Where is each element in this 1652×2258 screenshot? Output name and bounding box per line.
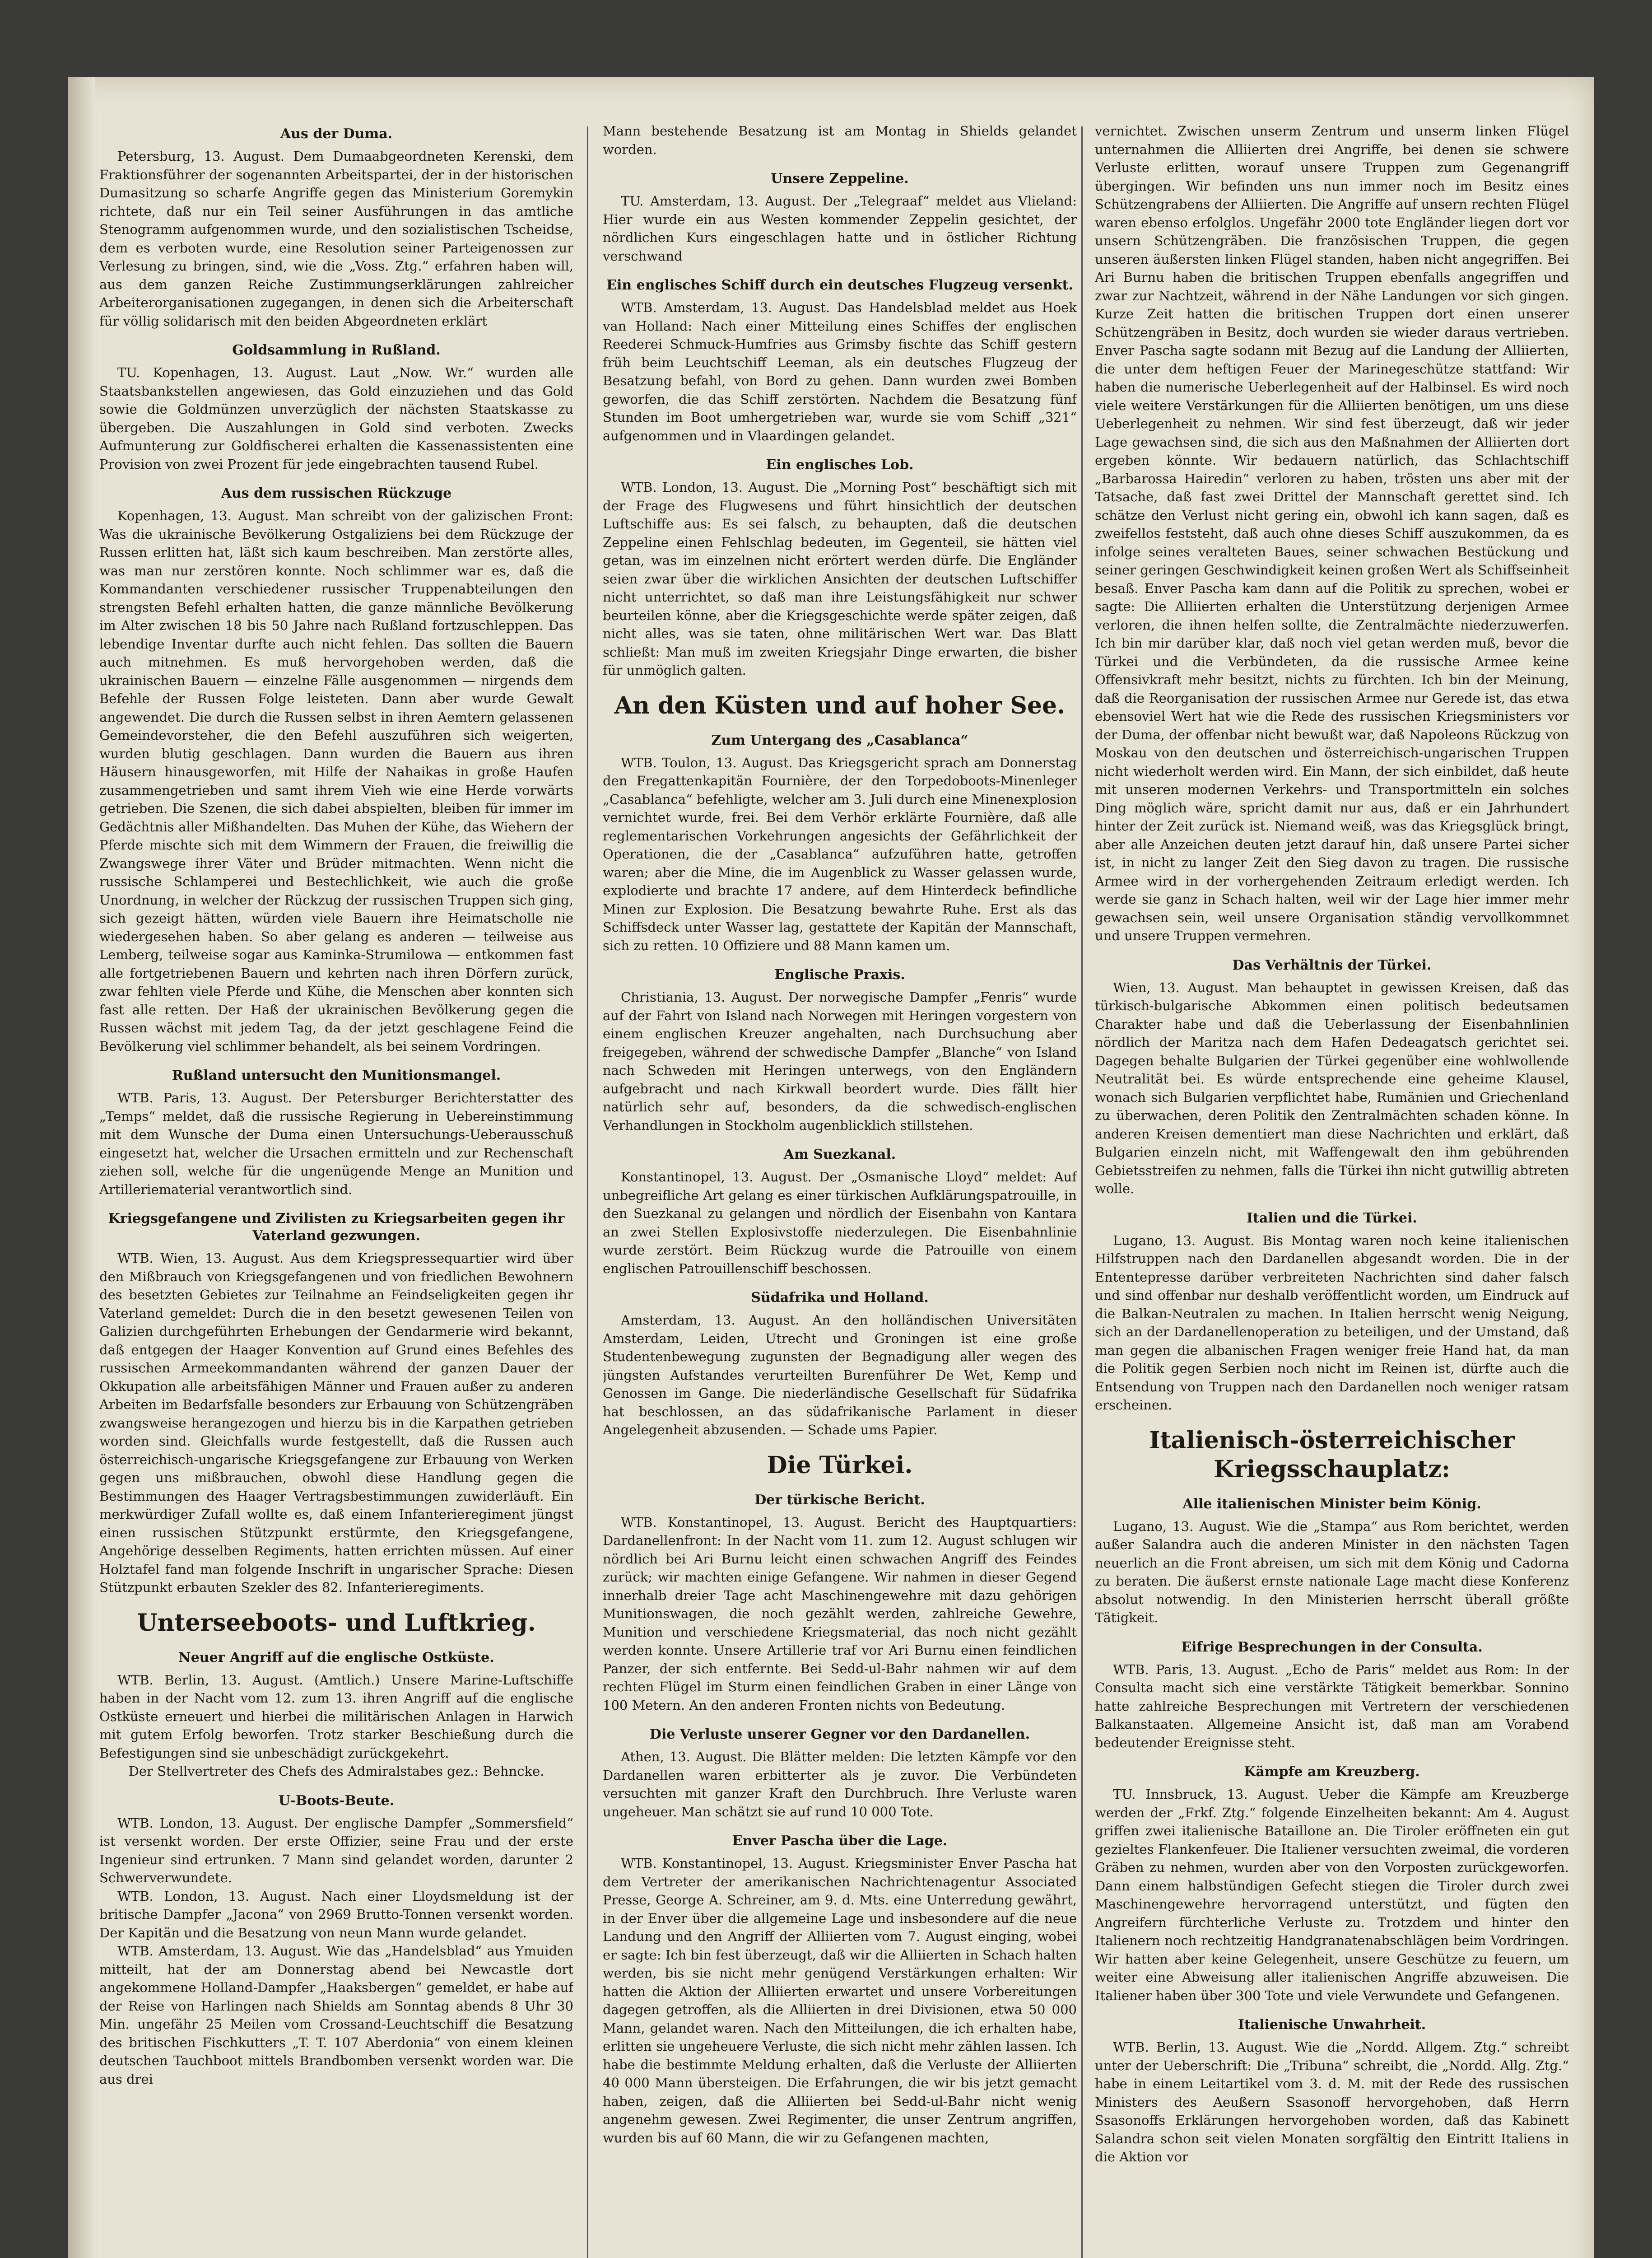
article-zum-untergang-des-casablanca [603,732,1077,955]
article-continued [603,122,1077,159]
article-paragraph: Konstantinopel, 13. August. Der „Osmanische Lloyd“ meldet: Auf unbegreifliche Art gelang es einer türkischen Aufklärungspatrouille, in den Suezkanal zu gelangen und nördlich der Eisenbahn von Kantara an zwei Stellen Explosivstoffe niederzulegen. Die Eisenbahnlinie wurde zerstört. Beim Rückzug wurde die Patrouille von einem englischen Patrouillenschiff beschossen. [603,1169,1077,1276]
article-kriegsgefangene-und-zivilisten-zu-kriegs [99,1210,573,1597]
article-headline: Goldsammlung in Rußland. [232,342,441,358]
article-headline: Ein englisches Schiff durch ein deutsches Flugzeug versenkt. [606,277,1073,293]
article-headline: Aus dem russischen Rückzuge [221,485,452,501]
article-paragraph: Petersburg, 13. August. Dem Dumaabgeordneten Kerenski, dem Fraktionsführer der sogenannten Arbeitspartei, der in der historischen Dumasitzung so scharfe Angriffe gegen das Ministerium Goremykin richtete, daß nur ein Teil seiner Ausführungen in das amtliche Stenogramm aufgenommen wurde, und den sozialistischen Tscheidse, dem es verboten wurde, eine Resolution seiner Parteigenossen zur Verlesung zu bringen, sind, wie die „Voss. Ztg.“ erfahren haben will, aus dem ganzen Reiche Zustimmungserklärungen zahlreicher Arbeiterorganisationen zugegangen, in denen sich die Arbeiterschaft für völlig solidarisch mit den beiden Abgeordneten erklärt [99,149,573,329]
article-alle-italienischen-minister-beim-könig [1095,1496,1569,1627]
section-headline: Italienisch-österreichischer Kriegsschauplatz: [1149,1426,1515,1483]
article-headline: Italien und die Türkei. [1247,1210,1417,1226]
article-paragraph: Der Stellvertreter des Chefs des Admiralstabes gez.: Behncke. [128,1763,544,1779]
article-u-boots-beute [99,1792,573,2089]
section-headline: Unterseeboots- und Luftkrieg. [137,1609,536,1637]
article-paragraph: WTB. Berlin, 13. August. Wie die „Nordd. Allgem. Ztg.“ schreibt unter der Ueberschrift: Die „Tribuna“ schreibt, die „Nordd. Allg. Ztg.“ habe in einem Leitartikel vom 3. d. M. mit der Rede des russischen Ministers des Aeußern Ssasonoff hervorgehoben, daß Herrn Ssasonoffs Erklärungen hervorgehoben worden, daß das Kabinett Salandra schon seit vielen Monaten sorgfältig den Eintritt Italiens in die Aktion vor [1095,2039,1569,2165]
article-rußland-untersucht-den-munitionsmangel [99,1067,573,1199]
article-die-verluste-unserer-gegner-vor-den-dard [603,1726,1077,1821]
article-enver-pascha-über-die-lage [603,1833,1077,2147]
article-headline: Aus der Duma. [280,126,393,142]
article-headline: Am Suezkanal. [783,1147,896,1162]
column-divider [587,126,588,2258]
article-paragraph: Lugano, 13. August. Bis Montag waren noch keine italienischen Hilfstruppen nach den Dardanellen abgesandt worden. Die in der Ententepresse darüber verbreiteten Nachrichten sind daher falsch und sind offenbar nur deshalb veröffentlicht worden, um Eindruck auf die Balkan-Neutralen zu machen. In Italien herrscht wenig Neigung, sich an der Dardanellenoperation zu beteiligen, und der Umstand, daß man gegen die albanischen Fragen weniger freie Hand hat, da man die Politik gegen Serbien noch nicht im Reinen ist, dürfte auch die Entsendung von Truppen nach den Dardanellen noch weniger ratsam erscheinen. [1095,1232,1569,1413]
article-italien-und-die-türkei [1095,1210,1569,1414]
article-paragraph: WTB. Paris, 13. August. „Echo de Paris“ meldet aus Rom: In der Consulta macht sich eine verstärkte Tätigkeit bemerkbar. Sonnino hatte zahlreiche Besprechungen mit Vertretern der verschiedenen Balkanstaaten. Allgemeine Ansicht ist, daß man am Vorabend bedeutender Ereignisse steht. [1095,1661,1569,1750]
article-headline: Die Verluste unserer Gegner vor den Dardanellen. [649,1726,1030,1742]
article-column-3 [1095,122,1569,2258]
article-paragraph: WTB. Berlin, 13. August. (Amtlich.) Unsere Marine-Luftschiffe haben in der Nacht vom 12. zum 13. ihren Angriff auf die englische Ostküste erneuert und hierbei die militärischen Anlagen in Harwich mit gutem Erfolg beworfen. Trotz starker Beschießung durch die Befestigungen sind sie unbeschädigt zurückgekehrt. [99,1672,573,1761]
article-headline: Rußland untersucht den Munitionsmangel. [172,1068,501,1083]
article-die-türkei [603,1451,1077,1480]
article-südafrika-und-holland [603,1289,1077,1439]
section-headline: Die Türkei. [767,1451,913,1479]
article-headline: Unsere Zeppeline. [771,171,909,187]
article-ein-englisches-schiff-durch-ein-deutsche [603,277,1077,445]
article-headline: Eifrige Besprechungen in der Consulta. [1181,1639,1483,1655]
article-an-den-küsten-und-auf-hoher-see [603,691,1077,720]
article-headline: Zum Untergang des „Casablanca“ [711,732,968,748]
newspaper-page [68,77,1594,2258]
article-headline: Italienische Unwahrheit. [1238,2017,1426,2033]
article-italienische-unwahrheit [1095,2016,1569,2166]
article-der-türkische-bericht [603,1492,1077,1715]
section-headline: An den Küsten und auf hoher See. [614,691,1066,719]
article-goldsammlung-in-rußland [99,342,573,473]
article-headline: Neuer Angriff auf die englische Ostküste. [178,1649,494,1666]
article-headline: Alle italienischen Minister beim König. [1182,1496,1481,1512]
article-paragraph: WTB. Amsterdam, 13. August. Wie das „Handelsblad“ aus Ymuiden mitteilt, hat der am Donnerstag abend bei Newcastle dort angekommene Holland-Dampfer „Haaksbergen“ gemeldet, er habe auf der Reise von Harlingen nach Shields am Sonntag abends 8 Uhr 30 Min. ungefähr 25 Meilen vom Crossand-Leuchtschiff die Besatzung des britischen Fischkutters „T. T. 107 Aberdonia“ von einem kleinen deutschen Tauchboot mittels Brandbomben versenkt worden war. Die aus drei [99,1943,573,2087]
article-paragraph: WTB. Konstantinopel, 13. August. Bericht des Hauptquartiers: Dardanellenfront: In der Nacht vom 11. zum 12. August schlugen wir nördlich bei Ari Burnu leicht einen schwachen Angriff des Feindes zurück; wir machten einige Gefangene. Wir nahmen in dieser Gegend innerhalb dreier Tage acht Maschinengewehre mit dazu gehörigen Munitionswagen, die noch gezählt werden, zahlreiche Gewehre, Munition und verschiedene Kriegsmaterial, das noch nicht gezählt werden konnte. Unsere Artillerie traf vor Ari Burnu einen feindlichen Panzer, der sich entfernte. Bei Sedd-ul-Bahr nahmen wir auf dem rechten Flügel im Sturm einen feindlichen Graben in einer Länge von 100 Metern. An den anderen Fronten nichts von Bedeutung. [603,1514,1077,1713]
article-paragraph: Kopenhagen, 13. August. Man schreibt von der galizischen Front: Was die ukrainische Bevölkerung Ostgaliziens bei dem Rückzuge der Russen erlitten hat, läßt sich kaum beschreiben. Man zerstörte alles, was man nur zerstören konnte. Noch schlimmer war es, daß die Kommandanten verschiedener russischer Truppenabteilungen den strengsten Befehl erhalten hatten, die ganze männliche Bevölkerung im Alter zwischen 18 bis 50 Jahre nach Rußland fortzuschleppen. Das lebendige Inventar durfte auch nicht fehlen. Das sollten die Bauern auch mitnehmen. Es muß hervorgehoben werden, daß die ukrainischen Bauern — einzelne Fälle ausgenommen — nirgends dem Befehle der Russen Folge leisteten. Dann aber wurde Gewalt angewendet. Die durch die Russen selbst in ihren Aemtern gelassenen Gemeindevorsteher, die den Befehl auszuführen sich weigerten, wurden blutig geschlagen. Dann wurden die Bauern aus ihren Häusern hinausgeworfen, mit Hilfe der Nahaikas in große Haufen zusammengetrieben und samt ihrem Vieh wie eine Herde vorwärts getrieben. Die Szenen, die sich dabei abspielten, bleiben für immer im Gedächtnis aller Mißhandelten. Das Muhen der Kühe, das Wiehern der Pferde mischte sich mit dem Wimmern der Frauen, die freiwillig die Zwangswege ihrer Väter und Brüder mitmachten. Wenn nicht die russische Schlamperei und Bestechlichkeit, wie auch die große Unordnung, in welcher der Rückzug der russischen Truppen sich ging, sich gezeigt hätten, würden viele Bauern ihre Heimatscholle nie wiedergesehen haben. So aber gelang es anderen — teilweise aus Lemberg, teilweise sogar aus Kaminka-Strumilowa — entkommen fast alle fortgetriebenen Bauern und kehrten nach ihren Dörfern zurück, zwar fehlten viele Pferde und Kühe, die Menschen aber konnten sich fast alle retten. Der Haß der ukrainischen Bevölkerung gegen die Russen wächst mit jedem Tag, da der jetzt geschlagene Feind die Bevölkerung viel schlimmer behandelt, als bei seinem Vordringen. [99,508,573,1054]
article-italienisch-österreichischer-kriegsschau [1095,1426,1569,1484]
article-unterseeboots-und-luftkrieg [99,1609,573,1638]
column-divider [1081,126,1083,2258]
article-column-2 [603,122,1077,2258]
article-paragraph: Lugano, 13. August. Wie die „Stampa“ aus Rom berichtet, werden außer Salandra auch die anderen Minister in den nächsten Tagen neuerlich an die Front abreisen, um sich mit dem König und Cadorna zu beraten. Die äußerst ernste nationale Lage macht diese Konferenz absolut notwendig. In den Ministerien herrscht überall größte Tätigkeit. [1095,1518,1569,1625]
article-unsere-zeppeline [603,170,1077,265]
article-headline: Kriegsgefangene und Zivilisten zu Kriegsarbeiten gegen ihr Vaterland gezwungen. [108,1211,565,1244]
article-paragraph: Mann bestehende Besatzung ist am Montag in Shields gelandet worden. [603,123,1077,157]
article-englische-praxis [603,966,1077,1134]
article-paragraph: Christiania, 13. August. Der norwegische Dampfer „Fenris“ wurde auf der Fahrt von Island nach Norwegen mit Heringen vorgestern von einem englischen Kreuzer angehalten, nach Durchsuchung aber freigegeben, während der schwedische Dampfer „Blanche“ von Island nach Schweden mit Heringen unterwegs, von den Engländern aufgebracht und nach Kirkwall beordert wurde. Dies fällt hier natürlich sehr auf, besonders, da die schwedisch-englischen Verhandlungen in Stockholm augenblicklich stillstehen. [603,989,1077,1133]
article-headline: Kämpfe am Kreuzberg. [1244,1764,1420,1780]
article-paragraph: WTB. Konstantinopel, 13. August. Kriegsminister Enver Pascha hat dem Vertreter der amerikanischen Nachrichtenagentur Associated Presse, George A. Schreiner, am 9. d. Mts. eine Unterredung gewährt, in der Enver über die allgemeine Lage und insbesondere auf die neue Landung und den Angriff der Alliierten vom 7. August einging, wobei er sagte: Ich bin fest überzeugt, daß wir die Alliierten in Schach halten werden, bis sie nicht mehr genügend Verstärkungen erhalten: Wir hatten die Aktion der Alliierten erwartet und unsere Vorbereitungen dagegen getroffen, als die Alliierten in drei Divisionen, etwa 50 000 Mann, gelandet waren. Nach den Mitteilungen, die ich erhalten habe, erlitten sie ungeheuere Verluste, die sich nicht mehr zählen lassen. Ich habe die bestimmte Meldung erhalten, daß die Verluste der Alliierten 40 000 Mann übersteigen. Die Erfahrungen, die wir bis jetzt gemacht haben, zeigen, daß die Alliierten bei Sedd-ul-Bahr nicht wenig angenehm gewesen. Zwei Regimenter, die unser Zentrum angriffen, wurden bis auf 60 Mann, die wir zu Gefangenen machten, [603,1856,1077,2146]
article-am-suezkanal [603,1146,1077,1278]
article-column-1 [99,122,573,2258]
article-paragraph: WTB. Wien, 13. August. Aus dem Kriegspressequartier wird über den Mißbrauch von Kriegsgefangenen und von friedlichen Bewohnern des besetzten Gebietes zur Teilnahme an Feindseligkeiten gegen ihr Vaterland gemeldet: Durch die in den besetzt gewesenen Teilen von Galizien durchgeführten Erhebungen der Gendarmerie wird bekannt, daß entgegen der Haager Konvention auf Grund eines Befehles des russischen Armeekommandanten während der ganzen Dauer der Okkupation alle arbeitsfähigen Männer und Frauen außer zu anderen Arbeiten im Bedarfsfalle besonders zur Erbauung von Schützengräben zwangsweise herangezogen und hierzu bis in die Karpathen getrieben worden sind. Gleichfalls wurde festgestellt, daß die Russen auch österreichisch-ungarische Kriegsgefangene zur Erbauung von Werken gegen uns mißbrauchen, obwohl diese Handlung gegen die Bestimmungen des Haager Vertragsbestimmungen zuwiderläuft. Ein merkwürdiger Zufall wollte es, daß einem Infanterieregiment jüngst einen russischen Stützpunkt erstürmte, den Kriegsgefangene, Angehörige desselben Regiments, hatten errichten müssen. Auf einer Holztafel fand man folgende Inschrift in ungarischer Sprache: Diesen Stützpunkt erbauten Szekler des 82. Infanterieregiments. [99,1250,573,1595]
article-das-verhältnis-der-türkei [1095,957,1569,1198]
article-neuer-angriff-auf-die-englische-ostküste [99,1649,573,1781]
article-headline: Das Verhältnis der Türkei. [1232,957,1432,973]
page-binding-shadow [68,77,95,2258]
article-headline: Enver Pascha über die Lage. [732,1833,948,1849]
article-paragraph: Athen, 13. August. Die Blätter melden: Die letzten Kämpfe vor den Dardanellen waren erbitterter als je zuvor. Die Verbündeten versuchten mit ganzer Kraft den Durchbruch. Ihre Verluste waren ungeheuer. Man schätzt sie auf rund 10 000 Tote. [603,1749,1077,1819]
article-headline: Englische Praxis. [774,967,905,983]
article-ein-englisches-lob [603,457,1077,680]
article-paragraph: TU. Amsterdam, 13. August. Der „Telegraaf“ meldet aus Vlieland: Hier wurde ein aus Westen kommender Zeppelin gesichtet, der nördlichen Kurs eingeschlagen hatte und in östlicher Richtung verschwand [603,193,1077,264]
article-kämpfe-am-kreuzberg [1095,1763,1569,2005]
article-paragraph: TU. Kopenhagen, 13. August. Laut „Now. Wr.“ wurden alle Staatsbankstellen angewiesen, das Gold einzuziehen und das Gold sowie die Goldmünzen unverzüglich der nächsten Staatskasse zu übergeben. Die Auszahlungen in Gold sind verboten. Zwecks Aufmunterung zur Goldfischerei erhalten die Kassenassistenten eine Provision von zwei Prozent für jede eingebrachten tausend Rubel. [99,365,573,472]
article-continued [1095,122,1569,945]
article-paragraph: Wien, 13. August. Man behauptet in gewissen Kreisen, daß das türkisch-bulgarische Abkommen einen politisch bedeutsamen Charakter habe und daß die Ueberlassung der Eisenbahnlinien nördlich der Maritza nach dem Hafen Dedeagatsch gerichtet sei. Dagegen behalte Bulgarien der Türkei gegenüber eine wohlwollende Neutralität bei. Es würde entsprechende eine geheime Klausel, wonach sich Bulgarien verpflichtet habe, Rumänien und Griechenland zu überwachen, deren Politik den Zentralmächten schaden könne. In anderen Kreisen dementiert man diese Nachrichten und erklärt, daß Bulgarien einzeln nicht, mit Waffengewalt den ihm gebührenden Gebietsstreifen zu nehmen, falls die Türkei ihn nicht gutwillig abtreten wolle. [1095,980,1569,1196]
article-headline: Südafrika und Holland. [751,1290,929,1306]
article-paragraph: vernichtet. Zwischen unserm Zentrum und unserm linken Flügel unternahmen die Alliierten drei Angriffe, bei denen sie schwere Verluste erlitten, worauf unsere Truppen zum Gegenangriff übergingen. Wir befinden uns nun immer noch im Besitz eines Schützengrabens der Alliierten. Die Angriffe auf unsern rechten Flügel waren ebenso erfolglos. Ungefähr 2000 tote Engländer liegen dort vor unsern Schützengräben. Die französischen Truppen, die gegen unseren äußersten linken Flügel standen, haben nicht angegriffen. Bei Ari Burnu haben die britischen Truppen ebenfalls angegriffen und zwar zur Nachtzeit, während in der Nähe Landungen vor sich gingen. Kurze Zeit hatten die britischen Truppen dort einen unserer Schützengräben in Besitz, doch wurden sie wieder daraus vertrieben. Enver Pascha sagte sodann mit Bezug auf die Landung der Alliierten, die unter dem heftigen Feuer der Marinegeschütze stattfand: Wir haben die numerische Ueberlegenheit auf der Halbinsel. Es wird noch viele weitere Verstärkungen für die Alliierten benötigen, um uns diese Ueberlegenheit zu nehmen. Wir sind fest überzeugt, daß wir jeder Lage gewachsen sind, die sich aus den Maßnahmen der Alliierten dort ergeben könnte. Wir bedauern natürlich, das Schlachtschiff „Barbarossa Hairedin“ verloren zu haben, trösten uns aber mit der Tatsache, daß fast zwei Drittel der Mannschaft gerettet sind. Ich schätze den Verlust nicht gering ein, obwohl ich kann sagen, daß es zweifellos feststeht, daß auch ohne dieses Schiff auszukommen, da es infolge seines veralteten Baues, seiner schwachen Bestückung und seiner geringen Geschwindigkeit keinen großen Wert als Schiffseinheit besaß. Enver Pascha kam dann auf die Politik zu sprechen, wobei er sagte: Die Alliierten erhalten die Unterstützung derjenigen Armee verloren, die ihnen helfen sollte, die Zentralmächte niederzuwerfen. Ich bin mir darüber klar, daß noch viel getan werden muß, bevor die Türkei und die Verbündeten, da die russische Armee keine Offensivkraft mehr besitzt, nichts zu fürchten. Ich bin der Meinung, daß die Reorganisation der russischen Armee nur Gerede ist, das etwa ebensoviel Wert hat wie die Rede des russischen Kriegsministers vor der Duma, der offenbar nicht bewußt war, daß Napoleons Rückzug von Moskau von den deutschen und österreichisch-ungarischen Truppen nicht wiederholt werden wird. Ein Mann, der sich einbildet, daß heute mit unseren modernen Verkehrs- und Transportmitteln ein solches Ding möglich wäre, spricht damit nur aus, daß er ein Jahrhundert hinter der Zeit zurück ist. Niemand weiß, was das Kriegsglück bringt, aber alle Anzeichen deuten jetzt darauf hin, daß unsere Partei sicher ist, in nicht zu langer Zeit den Sieg davon zu tragen. Die russische Armee wird in der vorhergehenden Zeitraum erledigt werden. Ich werde sie ganz in Schach halten, weil wir der Lage hier immer mehr gewachsen sein, weil unsere Organisation ständig vervollkommnet und unsere Truppen vermehren. [1095,123,1569,943]
article-paragraph: WTB. Toulon, 13. August. Das Kriegsgericht sprach am Donnerstag den Fregattenkapitän Fournière, der den Torpedoboots-Minenleger „Casablanca“ befehligte, welcher am 3. Juli durch eine Minenexplosion vernichtet wurde, frei. Bei dem Verhör erklärte Fournière, daß alle reglementarischen Vorkehrungen angesichts der Gefährlichkeit der Operationen, die der „Casablanca“ aufzuführen hatte, getroffen waren; aber die Mine, die im Augenblick zu Wasser gelassen wurde, explodierte und brachte 17 andere, auf dem Hinterdeck befindliche Minen zur Explosion. Die Besatzung bewahrte Ruhe. Erst als das Schiffsdeck unter Wasser lag, gestattete der Kapitän der Mannschaft, sich zu retten. 10 Offiziere und 88 Mann kamen um. [603,755,1077,953]
article-headline: U-Boots-Beute. [278,1792,395,1809]
article-paragraph: Amsterdam, 13. August. An den holländischen Universitäten Amsterdam, Leiden, Utrecht und Groningen ist eine große Studentenbewegung zugunsten der Begnadigung aller wegen des jüngsten Aufstandes verurteilten Burenführer De Wet, Kemp und Genossen im Gange. Die niederländische Gesellschaft für Südafrika hat beschlossen, an das südafrikanische Parlament in dieser Angelegenheit abzusenden. — Schade ums Papier. [603,1312,1077,1437]
article-paragraph: WTB. Paris, 13. August. Der Petersburger Berichterstatter des „Temps“ meldet, daß die russische Regierung in Uebereinstimmung mit dem Wunsche der Duma einen Untersuchungs-Ueberausschuß eingesetzt hat, welcher die Ursachen ermitteln und zur Rechenschaft ziehen soll, welche für die ungenügende Menge an Munition und Artilleriematerial verantwortlich sind. [99,1090,573,1197]
article-headline: Der türkische Bericht. [754,1492,925,1508]
article-headline: Ein englisches Lob. [766,457,914,473]
article-paragraph: WTB. London, 13. August. Der englische Dampfer „Sommersfield“ ist versenkt worden. Der erste Offizier, seine Frau und der erste Ingenieur sind ertrunken. 7 Mann sind gelandet worden, darunter 2 Schwerverwundete. [99,1815,573,1885]
article-eifrige-besprechungen-in-der-consulta [1095,1639,1569,1752]
article-aus-dem-russischen-rückzuge [99,485,573,1055]
article-paragraph: TU. Innsbruck, 13. August. Ueber die Kämpfe am Kreuzberge werden der „Frkf. Ztg.“ folgende Einzelheiten bekannt: Am 4. August griffen zwei italienische Bataillone an. Die Tiroler eröffneten ein gut gezieltes Flankenfeuer. Die Italiener versuchten zweimal, die vorderen Gräben zu nehmen, wurden aber von den Vorposten zurückgeworfen. Dann einem halbstündigen Gefecht stiegen die Tiroler durch zwei Maschinengewehre hervorragend unterstützt, und fügten den Angreifern fürchterliche Verluste zu. Trotzdem und hinter den Italienern noch rechtzeitig Handgranatenabschlägen beim Vordringen. Wir hatten aber keine Gelegenheit, unsere Geschütze zu feuern, um weiter eine Abweisung aller italienischen Angriffe abzuweisen. Die Italiener haben über 300 Tote und viele Verwundete und Gefangenen. [1095,1787,1569,2003]
article-aus-der-duma [99,126,573,330]
article-paragraph: WTB. Amsterdam, 13. August. Das Handelsblad meldet aus Hoek van Holland: Nach einer Mitteilung eines Schiffes der englischen Reederei Schmuck-Humfries aus Grimsby fischte das Schiff gestern früh beim Leuchtschiff Leeman, als ein deutsches Flugzeug der Besatzung befahl, von Bord zu gehen. Dann wurden zwei Bomben geworfen, die das Schiff zerstörten. Nachdem die Besatzung fünf Stunden im Boot umhergetrieben war, wurde sie vom Schiff „321“ aufgenommen und in Vlaardingen gelandet. [603,300,1077,443]
article-paragraph: WTB. London, 13. August. Nach einer Lloydsmeldung ist der britische Dampfer „Jacona“ von 2969 Brutto-Tonnen versenkt worden. Der Kapitän und die Besatzung von neun Mann wurde gelandet. [99,1888,573,1941]
article-paragraph: WTB. London, 13. August. Die „Morning Post“ beschäftigt sich mit der Frage des Flugwesens und führt hinsichtlich der deutschen Luftschiffe aus: Es sei falsch, zu behaupten, daß die deutschen Zeppeline einen Fehlschlag bedeuten, im Gegenteil, sie hätten viel getan, was im einzelnen nicht erörtert werden dürfe. Die Engländer seien zwar über die wirklichen Ansichten der deutschen Luftschiffer nicht unterrichtet, so daß man ihre Leistungsfähigkeit nur schwer beurteilen könne, aber die Kriegsgeschichte werde später zeigen, daß nicht alles, was sie taten, ohne militärischen Wert war. Das Blatt schließt: Man muß im zweiten Kriegsjahr Dinge erwarten, die bisher für unmöglich galten. [603,480,1077,678]
